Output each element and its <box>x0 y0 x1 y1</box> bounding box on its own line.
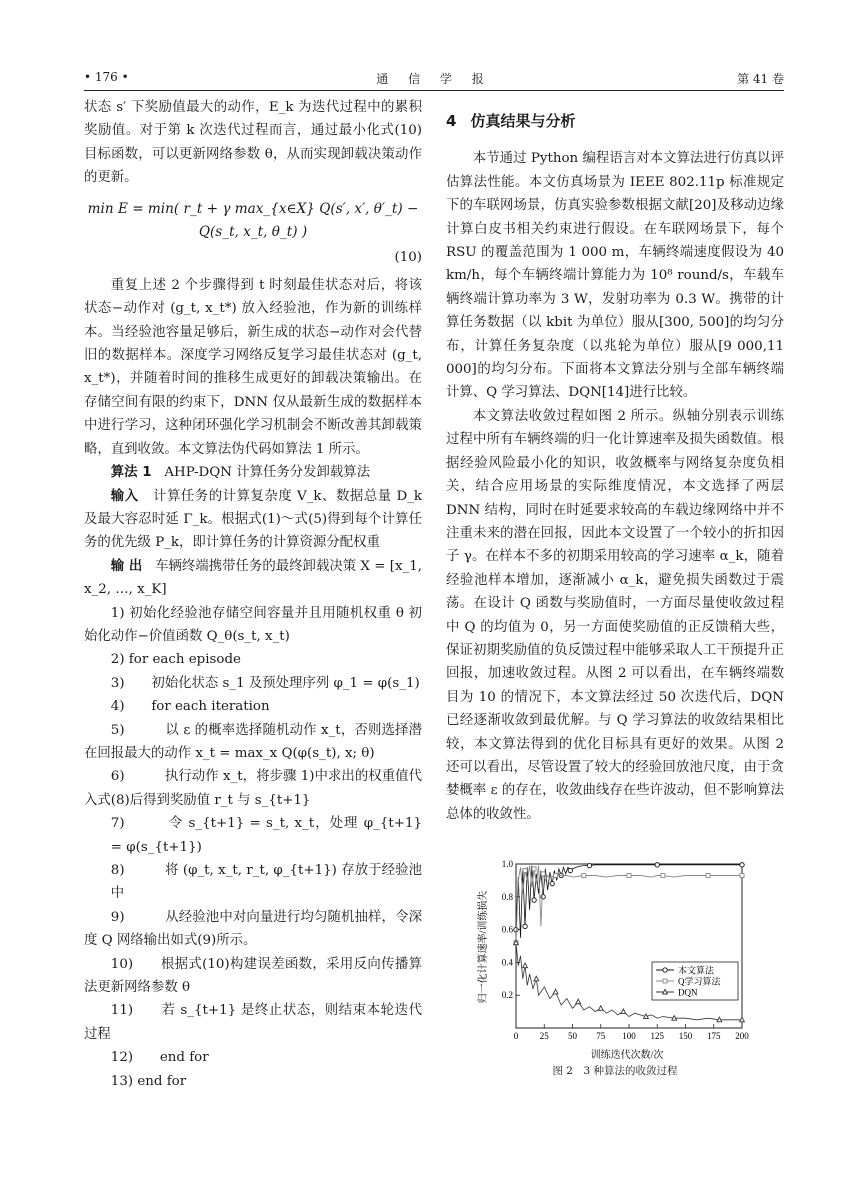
algorithm-step: 2) for each episode <box>110 652 241 668</box>
algorithm-step: 13) end for <box>110 1073 187 1089</box>
x-tick-label: 175 <box>707 1031 721 1041</box>
algorithm-label: 算法 1 <box>110 465 152 481</box>
journal-name: 通 信 学 报 <box>376 72 492 86</box>
algorithm-step: 11) 若 s_{t+1} 是终止状态，则结束本轮迭代过程 <box>84 1003 422 1042</box>
data-point-circle <box>541 895 545 899</box>
data-point-circle <box>523 924 527 928</box>
y-tick-label: 1.0 <box>501 859 513 869</box>
data-point-square <box>706 873 710 877</box>
data-point-triangle <box>576 999 581 1004</box>
paragraph: 重复上述 2 个步骤得到 t 时刻最佳状态对后，将该状态−动作对 (g_t, x_t*) 放入经验池，作为新的训练样本。当经验池容量足够后，新生成的状态−动作对会代替旧的数据样本。深度学习网络反复学习最佳状态对 (g_t, x_t*)，并随着时间的推移生成更好的卸载决策输出。在存储空间有限的约束下，DNN 仅从最新生成的数据样本中进行学习，这种闭环强化学习机制会不断改善其卸载策略，直到收敛。本文算法伪代码如算法 1 所示。 <box>84 277 422 457</box>
data-point-triangle <box>523 963 528 968</box>
algorithm-step: 5) 以 ε 的概率选择随机动作 x_t，否则选择潜在回报最大的动作 x_t = max_x Q(φ(s_t), x; θ) <box>84 722 422 761</box>
x-axis-label: 训练迭代次数/次 <box>590 1050 664 1061</box>
data-point-square <box>582 873 586 877</box>
running-header <box>84 70 784 92</box>
y-tick-label: 0.4 <box>501 957 513 968</box>
input-text: 计算任务的计算复杂度 V_k、数据总量 D_k 及最大容忍时延 Γ_k。根据式(1)～式(5)得到每个计算任务的优先级 P_k，即计算任务的计算资源分配权重 <box>84 488 423 551</box>
section-title: 仿真结果与分析 <box>470 112 576 130</box>
legend-label: 本文算法 <box>678 965 715 976</box>
data-point-triangle <box>644 1014 649 1019</box>
x-tick-label: 150 <box>678 1031 693 1041</box>
equation-10: min E = min( r_t + γ max_{x∈X} Q(s′, x′, θ′_t) − Q(s_t, x_t, θ_t) ) <box>87 200 419 241</box>
data-point-triangle <box>534 976 539 981</box>
data-point-square <box>541 872 545 876</box>
paragraph: 本节通过 Python 编程语言对本文算法进行仿真以评估算法性能。本文仿真场景为 IEEE 802.11p 标准规定下的车联网场景，仿真实验参数根据文献[20]及移动边缘计算白皮书相关约束进行假设。在车联网场景下，每个 RSU 的覆盖范围为 1 000 m，车辆终端速度假设为 40 km/h，每个车辆终端计算能力为 10⁸ round/s，车载车辆终端计算功率为 3 W，发射功率为 0.3 W。携带的计算任务数据（以 kbit 为单位）服从[300, 500]的均匀分布，计算任务复杂度（以兆轮为单位）服从[9 000,11 000]的均匀分布。下面将本文算法分别与全部车辆终端计算、Q 学习算法、DQN[14]进行比较。 <box>446 151 784 401</box>
data-point-square <box>523 869 527 873</box>
algorithm-step: 6) 执行动作 x_t，将步骤 1)中求出的权重值代入式(8)后得到奖励值 r_t 与 s_{t+1} <box>84 769 422 808</box>
algorithm-step: 10) 根据式(10)构建误差函数，采用反向传播算法更新网络参数 θ <box>84 956 422 996</box>
data-point-triangle <box>598 1006 603 1011</box>
data-point-triangle <box>672 1016 677 1021</box>
data-point-square <box>740 873 744 877</box>
data-point-square <box>627 873 631 877</box>
convergence-chart <box>474 852 774 1062</box>
data-point-square <box>532 867 536 871</box>
x-tick-label: 200 <box>735 1031 749 1041</box>
paragraph: 本文算法收敛过程如图 2 所示。纵轴分别表示训练过程中所有车辆终端的归一化计算速率及损失函数值。根据经验风险最小化的知识，收敛概率与网络复杂度负相关，结合应用场景的实际维度情况，本文选择了两层 DNN 结构，同时在时延要求较高的车载边缘网络中并不注重未来的潜在回报，因此本文设置了一个较小的折扣因子 γ。在样本不多的初期采用较高的学习速率 α_k，随着经验池样本增加，逐渐减小 α_k，避免损失函数过于震荡。在设计 Q 函数与奖励值时，一方面尽量使收敛过程中 Q 的均值为 0，另一方面使奖励值的正反馈稍大些，保证初期奖励值的负反馈过程中能够采取人工干预提升正回报，加速收敛过程。从图 2 可以看出，在车辆终端数目为 10 的情况下，本文算法经过 50 次迭代后，DQN 已经逐渐收敛到最优解。与 Q 学习算法的收敛结果相比较，本文算法得到的优化目标具有更好的效果。从图 2 还可以看出，尽管设置了较大的经验回放池尺度，由于贪婪概率 ε 的存在，收敛曲线存在些许波动，但不影响算法总体的收敛性。 <box>446 408 784 822</box>
data-point-triangle <box>621 1009 626 1014</box>
algorithm-step: 4) for each iteration <box>110 699 270 715</box>
y-tick-label: 0.6 <box>501 924 513 935</box>
data-point-circle <box>740 863 744 867</box>
x-tick-label: 100 <box>622 1031 636 1041</box>
output-label: 输 出 <box>110 558 143 574</box>
x-tick-label: 50 <box>568 1031 577 1041</box>
input-label: 输入 <box>110 488 139 504</box>
algorithm-step: 12) end for <box>110 1050 209 1066</box>
section-heading <box>446 110 784 133</box>
legend-label: Q学习算法 <box>678 976 721 987</box>
algorithm-name: AHP-DQN 计算任务分发卸载算法 <box>164 465 371 481</box>
legend-marker-circle <box>663 968 667 972</box>
figure-caption: 图 2 3 种算法的收敛过程 <box>552 1065 678 1077</box>
header-rule <box>84 90 784 91</box>
algorithm-title <box>84 461 422 484</box>
output-text: 车辆终端携带任务的最终卸载决策 X = [x_1, x_2, …, x_K] <box>84 558 422 598</box>
algorithm-step: 7) 令 s_{t+1} = s_t, x_t，处理 φ_{t+1} = φ(s_{t+1}) <box>110 816 422 855</box>
data-point-circle <box>568 868 572 872</box>
y-axis-label: 归一化计算速率/训练损失 <box>478 890 489 1004</box>
algorithm-output <box>84 555 422 602</box>
page-number: • 176 • <box>84 70 129 84</box>
legend-marker-square <box>663 979 667 983</box>
legend-label: DQN <box>678 987 698 998</box>
data-point-triangle <box>717 1017 722 1022</box>
section-number: 4 <box>446 112 457 130</box>
plot-frame <box>516 864 742 1028</box>
algorithm-input <box>84 485 422 555</box>
left-column <box>84 96 422 1093</box>
x-tick-label: 125 <box>650 1031 664 1041</box>
algorithm-step: 8) 将 (φ_t, x_t, r_t, φ_{t+1}) 存放于经验池中 <box>110 863 422 902</box>
volume-label: 第 41 卷 <box>737 72 784 86</box>
y-tick-label: 0.2 <box>501 990 513 1001</box>
paragraph: 状态 s′ 下奖励值最大的动作，E_k 为迭代过程中的累积奖励值。对于第 k 次迭代过程而言，通过最小化式(10)目标函数，可以更新网络参数 θ，从而实现卸载决策动作的更新。 <box>84 100 422 186</box>
x-tick-label: 75 <box>596 1031 606 1041</box>
data-point-circle <box>587 863 591 867</box>
data-point-circle <box>550 881 554 885</box>
right-column <box>446 96 784 826</box>
data-point-circle <box>655 863 659 867</box>
algorithm-step: 9) 从经验池中对向量进行均匀随机抽样，令深度 Q 网络输出如式(9)所示。 <box>84 909 422 949</box>
figure-2 <box>474 852 774 1082</box>
equation-number: (10) <box>394 250 422 266</box>
data-point-square <box>554 873 558 877</box>
data-point-triangle <box>553 989 558 994</box>
algorithm-step: 1) 初始化经验池存储空间容量并且用随机权重 θ 初始化动作−价值函数 Q_θ(s_t, x_t) <box>84 605 422 644</box>
x-tick-label: 0 <box>513 1031 519 1041</box>
data-point-triangle <box>740 1017 745 1022</box>
y-tick-label: 0.8 <box>501 891 513 902</box>
data-point-square <box>661 873 665 877</box>
data-point-circle <box>532 898 536 902</box>
algorithm-step: 3) 初始化状态 s_1 及预处理序列 φ_1 = φ(s_1) <box>110 675 420 691</box>
x-tick-label: 25 <box>539 1031 549 1041</box>
